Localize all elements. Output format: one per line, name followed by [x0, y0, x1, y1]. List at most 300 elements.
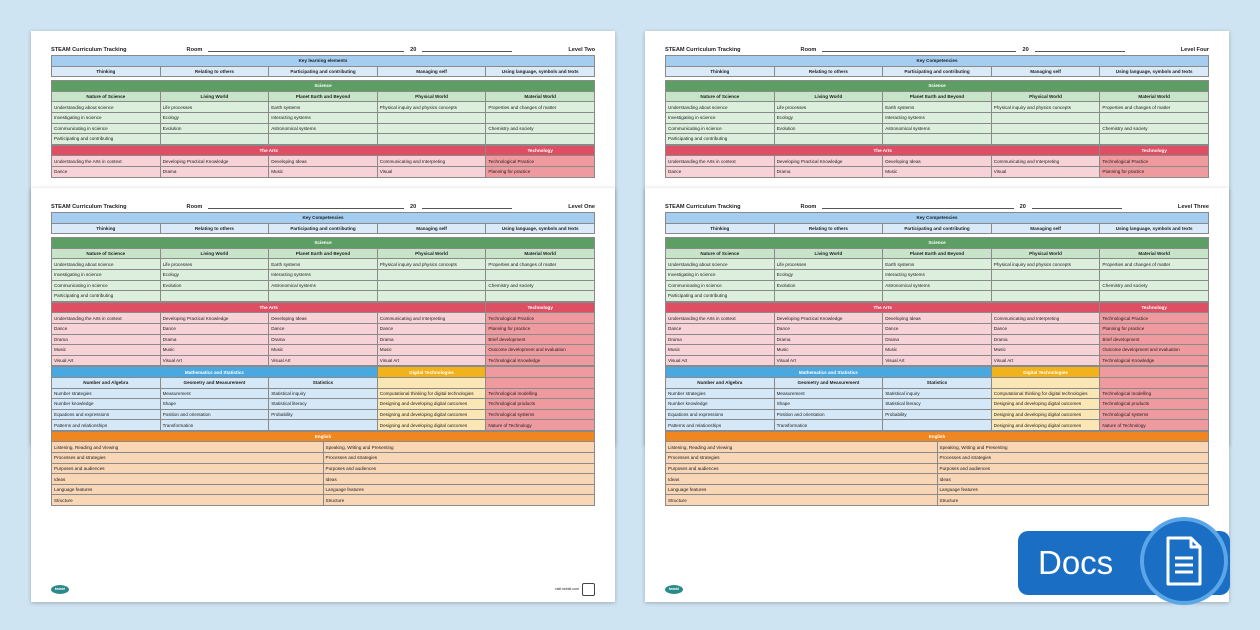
table-cell: Dance	[774, 323, 883, 334]
table-header-cell: Participating and contributing	[883, 66, 992, 77]
table-header-cell: Living World	[774, 91, 883, 102]
table-cell: Visual	[991, 166, 1100, 177]
table-cell: Dance	[52, 166, 161, 177]
table-cell: Outcome development and evaluation	[486, 345, 595, 356]
table-cell: Earth systems	[883, 259, 992, 270]
table-cell: Shape	[774, 399, 883, 410]
table-header-cell: Thinking	[666, 223, 775, 234]
table-cell	[774, 291, 883, 302]
table-cell: Computational thinking for digital technologies	[377, 388, 486, 399]
table-header-cell: Number and Algebra	[666, 377, 775, 388]
table-cell	[377, 280, 486, 291]
table-cell: Music	[991, 345, 1100, 356]
table-cell: Visual Art	[991, 355, 1100, 366]
table-cell	[377, 269, 486, 280]
arts-table	[665, 145, 1209, 178]
table-cell: Number knowledge	[666, 399, 775, 410]
doc-title: STEAM Curriculum Tracking	[51, 204, 127, 210]
table-cell: Physical inquiry and physics concepts	[991, 259, 1100, 270]
table-cell: Language features	[323, 484, 595, 495]
table-cell: Shape	[160, 399, 269, 410]
table-header-cell: Using language, symbols and texts	[486, 223, 595, 234]
document-icon	[1140, 517, 1228, 605]
table-header-cell: Managing self	[377, 66, 486, 77]
table-header-cell: Digital Technologies	[377, 367, 486, 378]
table-header-cell: Thinking	[666, 66, 775, 77]
table-cell: Planning for practice	[1100, 323, 1209, 334]
table-cell: Understanding the Arts in context	[52, 313, 161, 324]
table-cell: Statistical literacy	[269, 399, 378, 410]
arts-table	[51, 145, 595, 178]
table-header-cell: Technology	[1100, 145, 1209, 156]
table-cell: Communicating in science	[666, 280, 775, 291]
table-cell: Evolution	[774, 123, 883, 134]
table-header-cell: Living World	[160, 91, 269, 102]
table-cell: Life processes	[774, 102, 883, 113]
table-cell: Ideas	[323, 474, 595, 485]
table-cell: Music	[883, 166, 992, 177]
table-cell: Drama	[666, 334, 775, 345]
table-cell: Designing and developing digital outcomes	[991, 420, 1100, 431]
level-label: Level One	[568, 204, 595, 210]
table-cell: Purposes and audiences	[323, 463, 595, 474]
table-cell: Understanding about science	[52, 259, 161, 270]
twinkl-logo: twinkl	[51, 585, 69, 594]
table-cell: Purposes and audiences	[52, 463, 324, 474]
table-cell: Measurement	[160, 388, 269, 399]
table-header-cell: Material World	[486, 91, 595, 102]
table-cell: Investigating in science	[666, 112, 775, 123]
arts-table	[665, 302, 1209, 367]
table-cell	[377, 377, 486, 388]
table-cell: Structure	[937, 495, 1209, 506]
table-cell: Visual Art	[269, 355, 378, 366]
table-cell: Ecology	[774, 112, 883, 123]
table-cell: Number strategies	[52, 388, 161, 399]
table-cell: Position and orientation	[774, 409, 883, 420]
year-label: 20	[410, 47, 417, 53]
table-cell	[1100, 112, 1209, 123]
year-label: 20	[410, 204, 417, 210]
table-cell: Technological modelling	[486, 388, 595, 399]
table-cell: Interacting systems	[883, 269, 992, 280]
table-header-cell: Planet Earth and Beyond	[269, 248, 378, 259]
table-header-cell: Key Competencies	[52, 213, 595, 224]
table-cell	[991, 123, 1100, 134]
table-cell: Listening, Reading and Viewing	[52, 442, 324, 453]
table-cell: Language features	[937, 484, 1209, 495]
table-header-cell: Technology	[486, 302, 595, 313]
table-cell: Music	[160, 345, 269, 356]
table-cell: Drama	[883, 334, 992, 345]
table-cell: Technological Practice	[486, 156, 595, 167]
key-competencies-table	[51, 212, 595, 234]
table-cell: Communicating in science	[52, 123, 161, 134]
table-cell: Developing Practical Knowledge	[774, 313, 883, 324]
table-cell: Drama	[774, 334, 883, 345]
table-header-cell: Material World	[1100, 91, 1209, 102]
table-cell: Life processes	[160, 259, 269, 270]
table-header-cell: The Arts	[52, 302, 486, 313]
room-label: Room	[186, 47, 203, 53]
table-cell: Designing and developing digital outcomes	[377, 420, 486, 431]
table-cell	[486, 291, 595, 302]
table-header-cell: Thinking	[52, 66, 161, 77]
table-cell: Technological Practice	[486, 313, 595, 324]
table-header-cell: Thinking	[52, 223, 161, 234]
table-cell	[1100, 367, 1209, 378]
table-cell: Communicating in science	[52, 280, 161, 291]
table-cell	[1100, 291, 1209, 302]
table-cell: Statistical inquiry	[269, 388, 378, 399]
table-cell: Participating and contributing	[666, 134, 775, 145]
table-header-cell: Digital Technologies	[991, 367, 1100, 378]
table-cell: Physical inquiry and physics concepts	[377, 102, 486, 113]
table-cell: Understanding the Arts in context	[52, 156, 161, 167]
table-cell: Technological systems	[1100, 409, 1209, 420]
table-cell: Drama	[991, 334, 1100, 345]
footer-link[interactable]: visit twinkl.com	[555, 587, 579, 591]
science-table	[665, 80, 1209, 145]
table-cell: Visual Art	[666, 355, 775, 366]
table-cell: Investigating in science	[52, 269, 161, 280]
doc-title: STEAM Curriculum Tracking	[665, 204, 741, 210]
table-header-cell: Science	[52, 81, 595, 92]
table-header-cell: Participating and contributing	[269, 223, 378, 234]
table-cell: Purposes and audiences	[937, 463, 1209, 474]
maths-digital-table	[665, 366, 1209, 431]
table-cell	[883, 134, 992, 145]
table-cell: Number strategies	[666, 388, 775, 399]
table-cell: Designing and developing digital outcomes	[377, 409, 486, 420]
table-header-cell: Managing self	[991, 66, 1100, 77]
worksheet-level-one	[31, 188, 615, 602]
table-cell: Understanding about science	[52, 102, 161, 113]
table-header-cell: English	[52, 431, 595, 442]
table-cell	[377, 291, 486, 302]
science-table	[665, 237, 1209, 302]
table-cell	[1100, 134, 1209, 145]
table-cell: Technological products	[1100, 399, 1209, 410]
table-cell	[1100, 377, 1209, 388]
table-header-cell: Nature of Science	[52, 248, 161, 259]
table-header-cell: Planet Earth and Beyond	[883, 248, 992, 259]
table-cell: Statistical literacy	[883, 399, 992, 410]
table-cell: Measurement	[774, 388, 883, 399]
table-header-cell: Mathematics and Statistics	[52, 367, 378, 378]
table-cell: Transformation	[774, 420, 883, 431]
table-header-cell: Living World	[160, 248, 269, 259]
table-cell: Nature of Technology	[486, 420, 595, 431]
table-header-cell: Mathematics and Statistics	[666, 367, 992, 378]
table-cell: Language features	[666, 484, 938, 495]
table-cell: Drama	[160, 334, 269, 345]
table-header-cell: The Arts	[666, 145, 1100, 156]
table-cell: Speaking, Writing and Presenting	[323, 442, 595, 453]
key-competencies-table	[665, 55, 1209, 77]
table-cell: Chemistry and society	[1100, 123, 1209, 134]
table-cell: Visual Art	[52, 355, 161, 366]
table-cell: Dance	[377, 323, 486, 334]
table-cell: Technological modelling	[1100, 388, 1209, 399]
table-cell: Planning for practice	[486, 166, 595, 177]
table-header-cell: Participating and contributing	[883, 223, 992, 234]
worksheet-header	[51, 200, 595, 210]
table-cell: Interacting systems	[883, 112, 992, 123]
table-cell: Dance	[666, 166, 775, 177]
table-cell: Communicating and Interpreting	[991, 156, 1100, 167]
table-cell: Interacting systems	[269, 269, 378, 280]
table-header-cell: Science	[666, 81, 1209, 92]
table-cell: Structure	[52, 495, 324, 506]
table-cell: Developing Ideas	[269, 313, 378, 324]
table-cell: Music	[269, 345, 378, 356]
table-cell: Drama	[52, 334, 161, 345]
table-cell: Brief development	[486, 334, 595, 345]
doc-title: STEAM Curriculum Tracking	[51, 47, 127, 53]
science-table	[51, 237, 595, 302]
table-cell: Chemistry and society	[1100, 280, 1209, 291]
table-header-cell: Science	[666, 238, 1209, 249]
table-header-cell: Number and Algebra	[52, 377, 161, 388]
table-cell	[269, 291, 378, 302]
table-cell: Brief development	[1100, 334, 1209, 345]
table-cell: Ecology	[160, 112, 269, 123]
table-cell: Astronomical systems	[883, 280, 992, 291]
table-cell: Developing Ideas	[883, 156, 992, 167]
worksheet-header	[665, 200, 1209, 210]
table-cell: Music	[774, 345, 883, 356]
table-cell: Dance	[991, 323, 1100, 334]
table-cell: Evolution	[160, 280, 269, 291]
table-cell: Listening, Reading and Viewing	[666, 442, 938, 453]
table-cell: Probability	[269, 409, 378, 420]
table-header-cell: Living World	[774, 248, 883, 259]
table-cell: Earth systems	[269, 259, 378, 270]
quality-badge-icon	[582, 583, 595, 596]
table-cell: Investigating in science	[666, 269, 775, 280]
table-cell: Computational thinking for digital technologies	[991, 388, 1100, 399]
table-cell: Dance	[160, 323, 269, 334]
table-cell: Music	[883, 345, 992, 356]
table-cell: Processes and strategies	[323, 453, 595, 464]
table-header-cell: Nature of Science	[666, 248, 775, 259]
twinkl-logo: twinkl	[665, 585, 683, 594]
table-cell: Music	[377, 345, 486, 356]
table-cell: Understanding the Arts in context	[666, 313, 775, 324]
level-label: Level Two	[568, 47, 595, 53]
table-cell	[991, 280, 1100, 291]
table-cell: Visual Art	[160, 355, 269, 366]
table-cell: Participating and contributing	[666, 291, 775, 302]
room-label: Room	[800, 47, 817, 53]
table-cell	[486, 377, 595, 388]
table-cell: Properties and changes of matter	[486, 102, 595, 113]
science-table	[51, 80, 595, 145]
room-label: Room	[800, 204, 817, 210]
table-cell	[991, 134, 1100, 145]
english-table	[51, 431, 595, 506]
table-cell: Astronomical systems	[883, 123, 992, 134]
table-header-cell: Geometry and Measurement	[774, 377, 883, 388]
table-cell: Communicating in science	[666, 123, 775, 134]
table-cell: Life processes	[774, 259, 883, 270]
table-cell: Developing Ideas	[269, 156, 378, 167]
table-cell: Dance	[52, 323, 161, 334]
table-cell: Equations and expressions	[52, 409, 161, 420]
table-header-cell: The Arts	[666, 302, 1100, 313]
table-cell: Physical inquiry and physics concepts	[377, 259, 486, 270]
table-cell: Planning for practice	[1100, 166, 1209, 177]
table-cell: Technological Practice	[1100, 313, 1209, 324]
table-cell: Developing Practical Knowledge	[160, 156, 269, 167]
table-cell: Developing Practical Knowledge	[160, 313, 269, 324]
table-cell: Properties and changes of matter	[1100, 102, 1209, 113]
room-label: Room	[186, 204, 203, 210]
table-header-cell: Managing self	[991, 223, 1100, 234]
table-cell	[486, 367, 595, 378]
table-cell	[486, 269, 595, 280]
table-cell: Earth systems	[269, 102, 378, 113]
table-header-cell: Material World	[1100, 248, 1209, 259]
table-cell: Purposes and audiences	[666, 463, 938, 474]
table-cell: Technological systems	[486, 409, 595, 420]
table-cell	[991, 112, 1100, 123]
table-header-cell: Using language, symbols and texts	[1100, 66, 1209, 77]
table-cell: Earth systems	[883, 102, 992, 113]
table-header-cell: Physical World	[991, 248, 1100, 259]
table-cell: Patterns and relationships	[666, 420, 775, 431]
table-header-cell: Using language, symbols and texts	[486, 66, 595, 77]
table-cell	[269, 134, 378, 145]
table-header-cell: Relating to others	[774, 66, 883, 77]
table-cell: Ideas	[937, 474, 1209, 485]
table-cell: Structure	[323, 495, 595, 506]
table-cell: Developing Ideas	[883, 313, 992, 324]
table-cell: Technological Knowledge	[486, 355, 595, 366]
table-header-cell: Physical World	[991, 91, 1100, 102]
key-competencies-table	[665, 212, 1209, 234]
table-cell: Outcome development and evaluation	[1100, 345, 1209, 356]
table-cell: Drama	[269, 334, 378, 345]
table-cell: Language features	[52, 484, 324, 495]
table-cell: Properties and changes of matter	[1100, 259, 1209, 270]
table-cell	[991, 291, 1100, 302]
table-cell: Designing and developing digital outcomes	[991, 409, 1100, 420]
table-cell	[991, 377, 1100, 388]
doc-title: STEAM Curriculum Tracking	[665, 47, 741, 53]
table-cell: Understanding about science	[666, 259, 775, 270]
table-header-cell: Relating to others	[160, 66, 269, 77]
table-header-cell: Material World	[486, 248, 595, 259]
table-cell	[160, 134, 269, 145]
table-header-cell: Physical World	[377, 248, 486, 259]
table-header-cell: Relating to others	[774, 223, 883, 234]
table-cell: Processes and strategies	[666, 453, 938, 464]
table-cell: Chemistry and society	[486, 123, 595, 134]
table-cell: Understanding about science	[666, 102, 775, 113]
table-header-cell: Key learning elements	[52, 56, 595, 67]
table-cell: Visual Art	[774, 355, 883, 366]
table-header-cell: English	[666, 431, 1209, 442]
table-cell: Processes and strategies	[937, 453, 1209, 464]
worksheet-header	[665, 43, 1209, 53]
table-header-cell: Technology	[486, 145, 595, 156]
table-cell: Position and orientation	[160, 409, 269, 420]
maths-digital-table	[51, 366, 595, 431]
table-cell: Astronomical systems	[269, 123, 378, 134]
worksheet-header	[51, 43, 595, 53]
table-cell: Visual Art	[883, 355, 992, 366]
table-cell: Ecology	[774, 269, 883, 280]
table-cell: Number knowledge	[52, 399, 161, 410]
table-cell: Participating and contributing	[52, 134, 161, 145]
year-label: 20	[1019, 204, 1026, 210]
document-icon-glyph	[1164, 536, 1204, 586]
table-cell: Drama	[160, 166, 269, 177]
table-cell: Music	[269, 166, 378, 177]
table-cell	[377, 112, 486, 123]
table-cell: Properties and changes of matter	[486, 259, 595, 270]
table-cell: Developing Practical Knowledge	[774, 156, 883, 167]
table-header-cell: The Arts	[52, 145, 486, 156]
table-cell: Technological Knowledge	[1100, 355, 1209, 366]
table-cell	[883, 291, 992, 302]
table-header-cell: Technology	[1100, 302, 1209, 313]
table-header-cell: Science	[52, 238, 595, 249]
level-label: Level Three	[1177, 204, 1209, 210]
table-header-cell: Key Competencies	[666, 56, 1209, 67]
table-cell: Technological products	[486, 399, 595, 410]
table-cell: Chemistry and society	[486, 280, 595, 291]
table-header-cell: Geometry and Measurement	[160, 377, 269, 388]
table-cell: Dance	[269, 323, 378, 334]
table-header-cell: Planet Earth and Beyond	[883, 91, 992, 102]
table-cell: Evolution	[160, 123, 269, 134]
table-cell	[1100, 269, 1209, 280]
table-header-cell: Physical World	[377, 91, 486, 102]
table-cell: Probability	[883, 409, 992, 420]
table-cell: Interacting systems	[269, 112, 378, 123]
table-cell: Speaking, Writing and Presenting	[937, 442, 1209, 453]
table-cell: Ideas	[666, 474, 938, 485]
table-header-cell: Statistics	[883, 377, 992, 388]
table-cell: Evolution	[774, 280, 883, 291]
table-cell: Physical inquiry and physics concepts	[991, 102, 1100, 113]
table-cell: Designing and developing digital outcomes	[377, 399, 486, 410]
table-cell	[486, 134, 595, 145]
table-cell	[991, 269, 1100, 280]
table-cell: Music	[52, 345, 161, 356]
table-header-cell: Managing self	[377, 223, 486, 234]
table-cell: Understanding the Arts in context	[666, 156, 775, 167]
docs-badge-label: Docs	[1038, 544, 1114, 581]
key-competencies-table	[51, 55, 595, 77]
table-cell: Dance	[883, 323, 992, 334]
table-cell: Patterns and relationships	[52, 420, 161, 431]
table-cell: Designing and developing digital outcomes	[991, 399, 1100, 410]
table-cell: Communicating and Interpreting	[991, 313, 1100, 324]
table-cell: Communicating and Interpreting	[377, 313, 486, 324]
table-cell: Transformation	[160, 420, 269, 431]
table-cell: Visual Art	[377, 355, 486, 366]
table-cell	[883, 420, 992, 431]
arts-table	[51, 302, 595, 367]
table-cell: Visual	[377, 166, 486, 177]
table-cell	[269, 420, 378, 431]
table-cell: Processes and strategies	[52, 453, 324, 464]
table-cell: Statistical inquiry	[883, 388, 992, 399]
